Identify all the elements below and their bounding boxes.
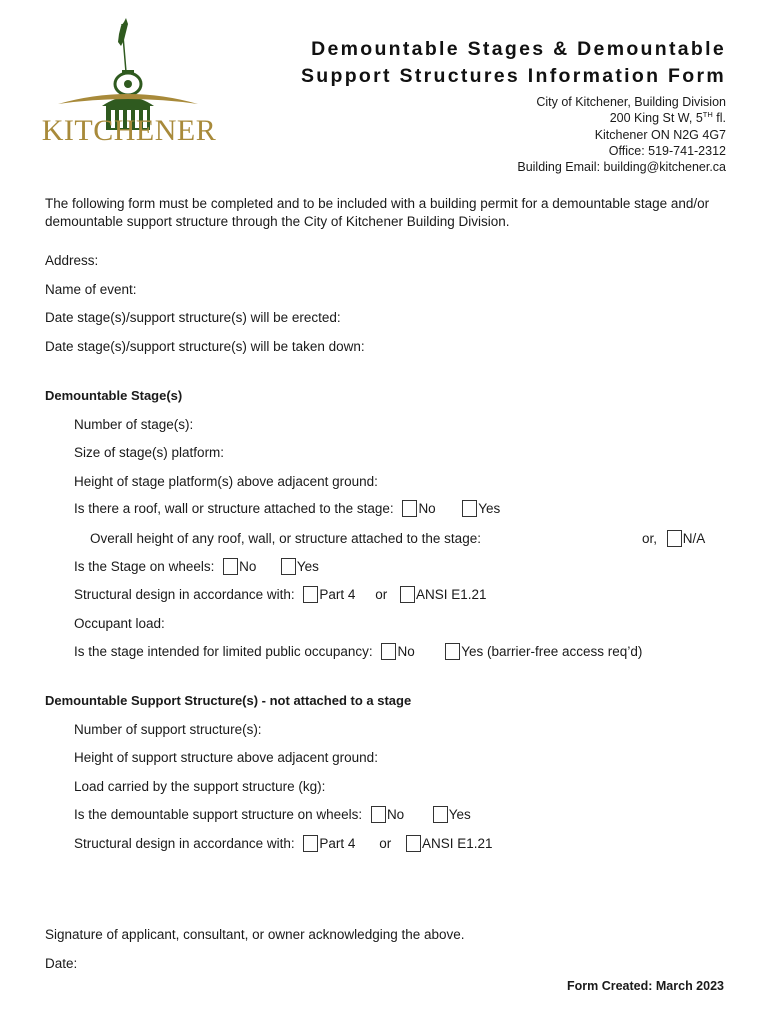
contact-email: Building Email: building@kitchener.ca — [517, 160, 726, 175]
contact-office: Office: 519-741-2312 — [608, 143, 726, 158]
public-no-label: No — [397, 644, 415, 659]
roof-yes-label: Yes — [478, 501, 501, 516]
roof-yes-checkbox[interactable] — [462, 500, 477, 517]
intro-paragraph: The following form must be completed and to be included with a building permit for a demountable stage and/or demountable support structure through the City of Kitchener Building Division. — [45, 196, 710, 229]
support-ansi-checkbox[interactable] — [406, 835, 421, 852]
stage-ansi-label: ANSI E1.21 — [415, 587, 487, 602]
public-yes-checkbox[interactable] — [445, 643, 460, 660]
stage-wheels-yes-checkbox[interactable] — [281, 558, 296, 575]
stage-wheels-yes-label: Yes — [296, 559, 319, 574]
stage-number-label: Number of stage(s): — [74, 417, 194, 432]
na-checkbox[interactable] — [667, 530, 682, 547]
form-created-note: Form Created: March 2023 — [566, 979, 724, 993]
stage-ansi-checkbox[interactable] — [400, 586, 415, 603]
stage-wheels-question: Is the Stage on wheels: No Yes — [74, 559, 319, 574]
stages-heading: Demountable Stage(s) — [45, 388, 183, 403]
signature-label: Signature of applicant, consultant, or owner acknowledging the above. — [45, 927, 465, 942]
support-heading: Demountable Support Structure(s) - not attached to a stage — [45, 693, 412, 708]
erected-date-label: Date stage(s)/support structure(s) will be erected: — [45, 310, 341, 325]
stage-roof-question: Is there a roof, wall or structure attached to the stage: No Yes — [74, 501, 501, 516]
stage-size-label: Size of stage(s) platform: — [74, 445, 225, 460]
support-height-label: Height of support structure above adjacent ground: — [74, 750, 378, 765]
support-wheels-no-label: No — [386, 807, 405, 822]
support-design-question: Structural design in accordance with: Part 4 or ANSI E1.21 — [74, 836, 493, 851]
form-title-line2: Support Structures Information Form — [300, 65, 726, 87]
overall-height-label: Overall height of any roof, wall, or structure attached to the stage: — [90, 531, 481, 546]
overall-height-na: or, N/A — [642, 531, 706, 546]
stage-part4-checkbox[interactable] — [303, 586, 318, 603]
support-wheels-no-checkbox[interactable] — [371, 806, 386, 823]
address-label: Address: — [45, 253, 99, 268]
contact-address: 200 King St W, 5TH fl. — [609, 110, 726, 126]
stage-wheels-no-label: No — [239, 559, 257, 574]
event-name-label: Name of event: — [45, 282, 137, 297]
logo-wordmark: KITCHENER — [41, 114, 217, 147]
public-no-checkbox[interactable] — [381, 643, 396, 660]
form-title — [266, 36, 726, 90]
stage-wheels-no-checkbox[interactable] — [223, 558, 238, 575]
roof-no-checkbox[interactable] — [402, 500, 417, 517]
roof-no-label: No — [418, 501, 436, 516]
occupant-load-label: Occupant load: — [74, 616, 165, 631]
public-occupancy-question: Is the stage intended for limited public occupancy: No Yes (barrier-free access req’d) — [74, 644, 643, 659]
support-number-label: Number of support structure(s): — [74, 722, 262, 737]
stage-design-question: Structural design in accordance with: Part 4 or ANSI E1.21 — [74, 587, 487, 602]
stage-height-label: Height of stage platform(s) above adjacent ground: — [74, 474, 378, 489]
support-wheels-yes-checkbox[interactable] — [433, 806, 448, 823]
support-load-label: Load carried by the support structure (kg): — [74, 779, 326, 794]
kitchener-logo — [38, 14, 220, 148]
takedown-date-label: Date stage(s)/support structure(s) will be taken down: — [45, 339, 365, 354]
na-label: N/A — [682, 531, 706, 546]
contact-city: Kitchener ON N2G 4G7 — [594, 127, 726, 142]
public-yes-label: Yes (barrier-free access req’d) — [461, 644, 643, 659]
support-ansi-label: ANSI E1.21 — [421, 836, 493, 851]
contact-org: City of Kitchener, Building Division — [536, 95, 726, 109]
contact-block — [396, 94, 726, 175]
support-wheels-question: Is the demountable support structure on wheels: No Yes — [74, 807, 471, 822]
support-part4-label: Part 4 — [319, 836, 356, 851]
stage-part4-label: Part 4 — [319, 587, 356, 602]
support-wheels-yes-label: Yes — [448, 807, 471, 822]
support-part4-checkbox[interactable] — [303, 835, 318, 852]
date-label: Date: — [45, 956, 78, 971]
form-title-line1: Demountable Stages & Demountable — [311, 38, 726, 60]
